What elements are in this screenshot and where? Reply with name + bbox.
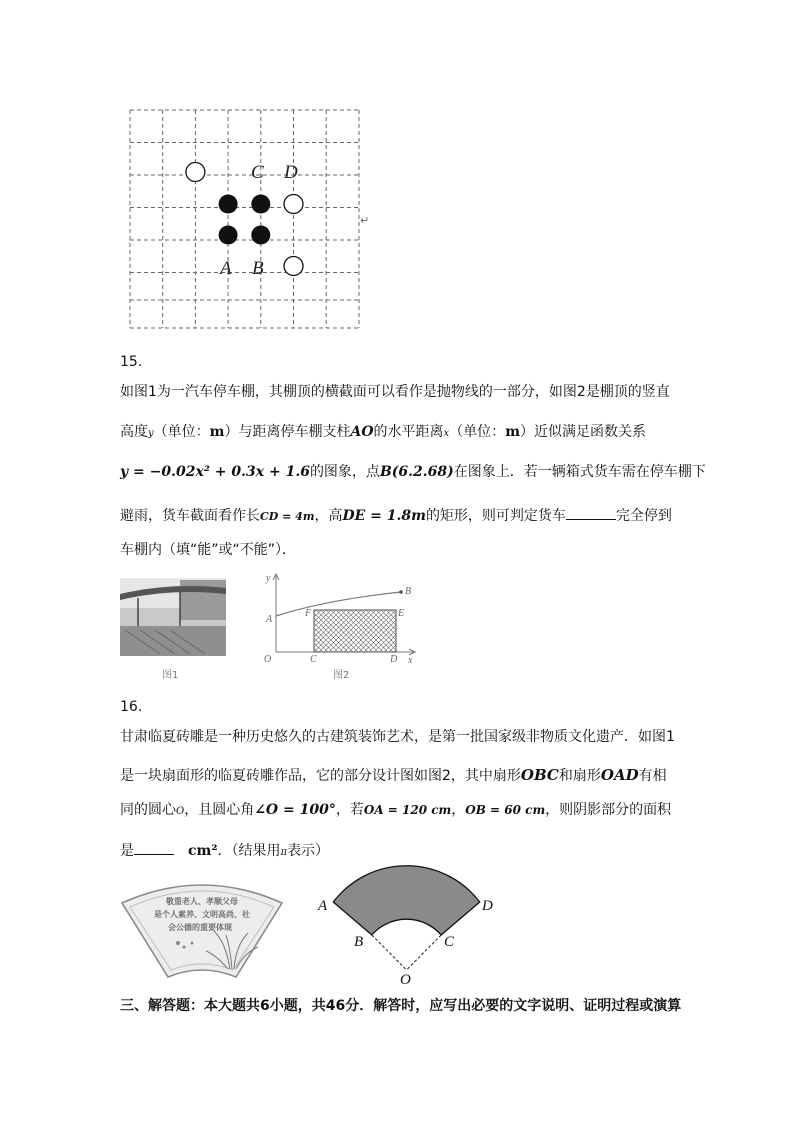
label-b: B bbox=[354, 934, 364, 950]
text: 同的圆心 bbox=[120, 802, 176, 818]
ob-length: OB = 60 cm bbox=[465, 803, 546, 817]
unit-m: m bbox=[209, 424, 225, 440]
q15-line-4 bbox=[120, 505, 672, 527]
carport-diagram bbox=[256, 570, 421, 665]
variable-x: x bbox=[443, 428, 450, 439]
black-stone bbox=[251, 195, 270, 214]
label-a: A bbox=[318, 898, 328, 914]
dashed-grid bbox=[130, 110, 359, 328]
q16-line-1: 甘肃临夏砖雕是一种历史悠久的古建筑装饰艺术，是第一批国家级非物质文化遗产．如图1 bbox=[120, 729, 675, 745]
text: 避雨，货车截面看作长 bbox=[120, 508, 260, 524]
equation: y = −0.02x² + 0.3x + 1.6 bbox=[120, 464, 310, 480]
figure-2-caption: 图2 bbox=[333, 670, 350, 681]
text: 的图象，点 bbox=[309, 464, 380, 480]
return-mark: ↵ bbox=[360, 214, 370, 227]
text: 完全停到 bbox=[615, 508, 672, 524]
oa-length: OA = 120 cm bbox=[363, 803, 452, 817]
q15-line-5: 车棚内（填“能”或“不能”）． bbox=[120, 542, 297, 558]
segment-ao: AO bbox=[350, 424, 374, 440]
de-height: DE = 1.8m bbox=[342, 508, 426, 524]
label-c: C bbox=[444, 934, 455, 950]
label-o: O bbox=[400, 972, 411, 988]
label-o: O bbox=[264, 654, 272, 665]
point-label-c: C bbox=[251, 162, 264, 183]
truck-rectangle bbox=[314, 610, 396, 652]
brick-carving-fan bbox=[118, 873, 286, 981]
label-x: x bbox=[408, 655, 413, 665]
label-a: A bbox=[266, 614, 273, 625]
text: ）近似满足函数关系 bbox=[520, 424, 647, 440]
text: ，若 bbox=[335, 802, 364, 818]
q15-line-2 bbox=[120, 422, 646, 444]
fan-text-line-2: 是个人素养、文明高尚、社 bbox=[154, 910, 250, 919]
text: ．（结果用 bbox=[217, 843, 281, 859]
fan-text-line-1: 敬重老人、孝顺父母 bbox=[166, 897, 238, 906]
label-f: F bbox=[305, 608, 312, 619]
shaded-region bbox=[333, 866, 479, 935]
white-stone bbox=[186, 163, 205, 182]
text: 是一块扇面形的临夏砖雕作品，它的部分设计图如图2，其中扇形 bbox=[120, 768, 521, 784]
q16-line-2 bbox=[120, 765, 667, 786]
q16-line-3 bbox=[120, 800, 671, 822]
q15-line-1: 如图1为一汽车停车棚，其棚顶的横截面可以看作是抛物线的一部分，如图2是棚顶的竖直 bbox=[120, 384, 670, 400]
label-y: y bbox=[266, 573, 271, 584]
label-c: C bbox=[310, 654, 317, 665]
text: 的水平距离 bbox=[373, 424, 444, 440]
label-d: D bbox=[482, 898, 493, 914]
white-stone bbox=[284, 257, 303, 276]
label-b: B bbox=[405, 586, 412, 597]
text: 高度 bbox=[120, 424, 148, 440]
text: ，高 bbox=[314, 508, 343, 524]
central-angle: ∠O = 100° bbox=[254, 802, 336, 818]
text: 是 bbox=[120, 843, 134, 859]
black-stone bbox=[219, 226, 238, 245]
sector-obc: OBC bbox=[520, 766, 559, 784]
variable-y: y bbox=[148, 428, 154, 439]
point-b: B(6.2.68) bbox=[379, 464, 454, 480]
text: ）与距离停车棚支柱 bbox=[224, 424, 351, 440]
figure-1-caption: 图1 bbox=[162, 670, 179, 681]
q16-line-4 bbox=[120, 840, 329, 863]
point-label-a: A bbox=[220, 258, 232, 279]
text: ， bbox=[451, 802, 466, 818]
unit-cm2: cm² bbox=[188, 843, 218, 859]
point-label-d: D bbox=[284, 162, 298, 183]
fan-text-line-3: 会公德的重要体现 bbox=[168, 923, 232, 932]
unit-m: m bbox=[505, 424, 521, 440]
label-e: E bbox=[398, 608, 405, 619]
q15-line-3 bbox=[120, 462, 706, 482]
black-stone bbox=[219, 195, 238, 214]
text: 和扇形 bbox=[558, 768, 601, 784]
text: 有相 bbox=[638, 768, 667, 784]
cd-length: CD = 4m bbox=[260, 510, 315, 523]
sector-diagram bbox=[310, 860, 510, 988]
pi-symbol: π bbox=[280, 847, 288, 858]
variable-o: O bbox=[176, 806, 185, 817]
sector-oad: OAD bbox=[600, 766, 639, 784]
label-d: D bbox=[390, 654, 398, 665]
text: 的矩形，则可判定货车 bbox=[425, 508, 566, 524]
text: ，且圆心角 bbox=[184, 802, 255, 818]
point-label-b: B bbox=[252, 258, 264, 279]
text: 表示） bbox=[287, 843, 330, 859]
black-stone bbox=[251, 226, 270, 245]
question-number: 15. bbox=[120, 354, 143, 370]
radius-ob bbox=[372, 935, 407, 970]
white-stone bbox=[284, 195, 303, 214]
text: ，则阴影部分的面积 bbox=[545, 802, 672, 818]
answer-blank[interactable] bbox=[134, 840, 174, 855]
grid-figure bbox=[120, 100, 380, 335]
carport-photo bbox=[120, 578, 226, 656]
text: （单位： bbox=[449, 424, 506, 440]
text: 在图象上．若一辆箱式货车需在停车棚下 bbox=[453, 464, 706, 480]
section-heading: 三、解答题：本大题共6小题，共46分．解答时，应写出必要的文字说明、证明过程或演算 bbox=[120, 998, 682, 1014]
answer-blank[interactable] bbox=[566, 505, 616, 520]
text: （单位： bbox=[153, 424, 210, 440]
radius-oc bbox=[407, 935, 442, 970]
question-number: 16. bbox=[120, 699, 143, 715]
